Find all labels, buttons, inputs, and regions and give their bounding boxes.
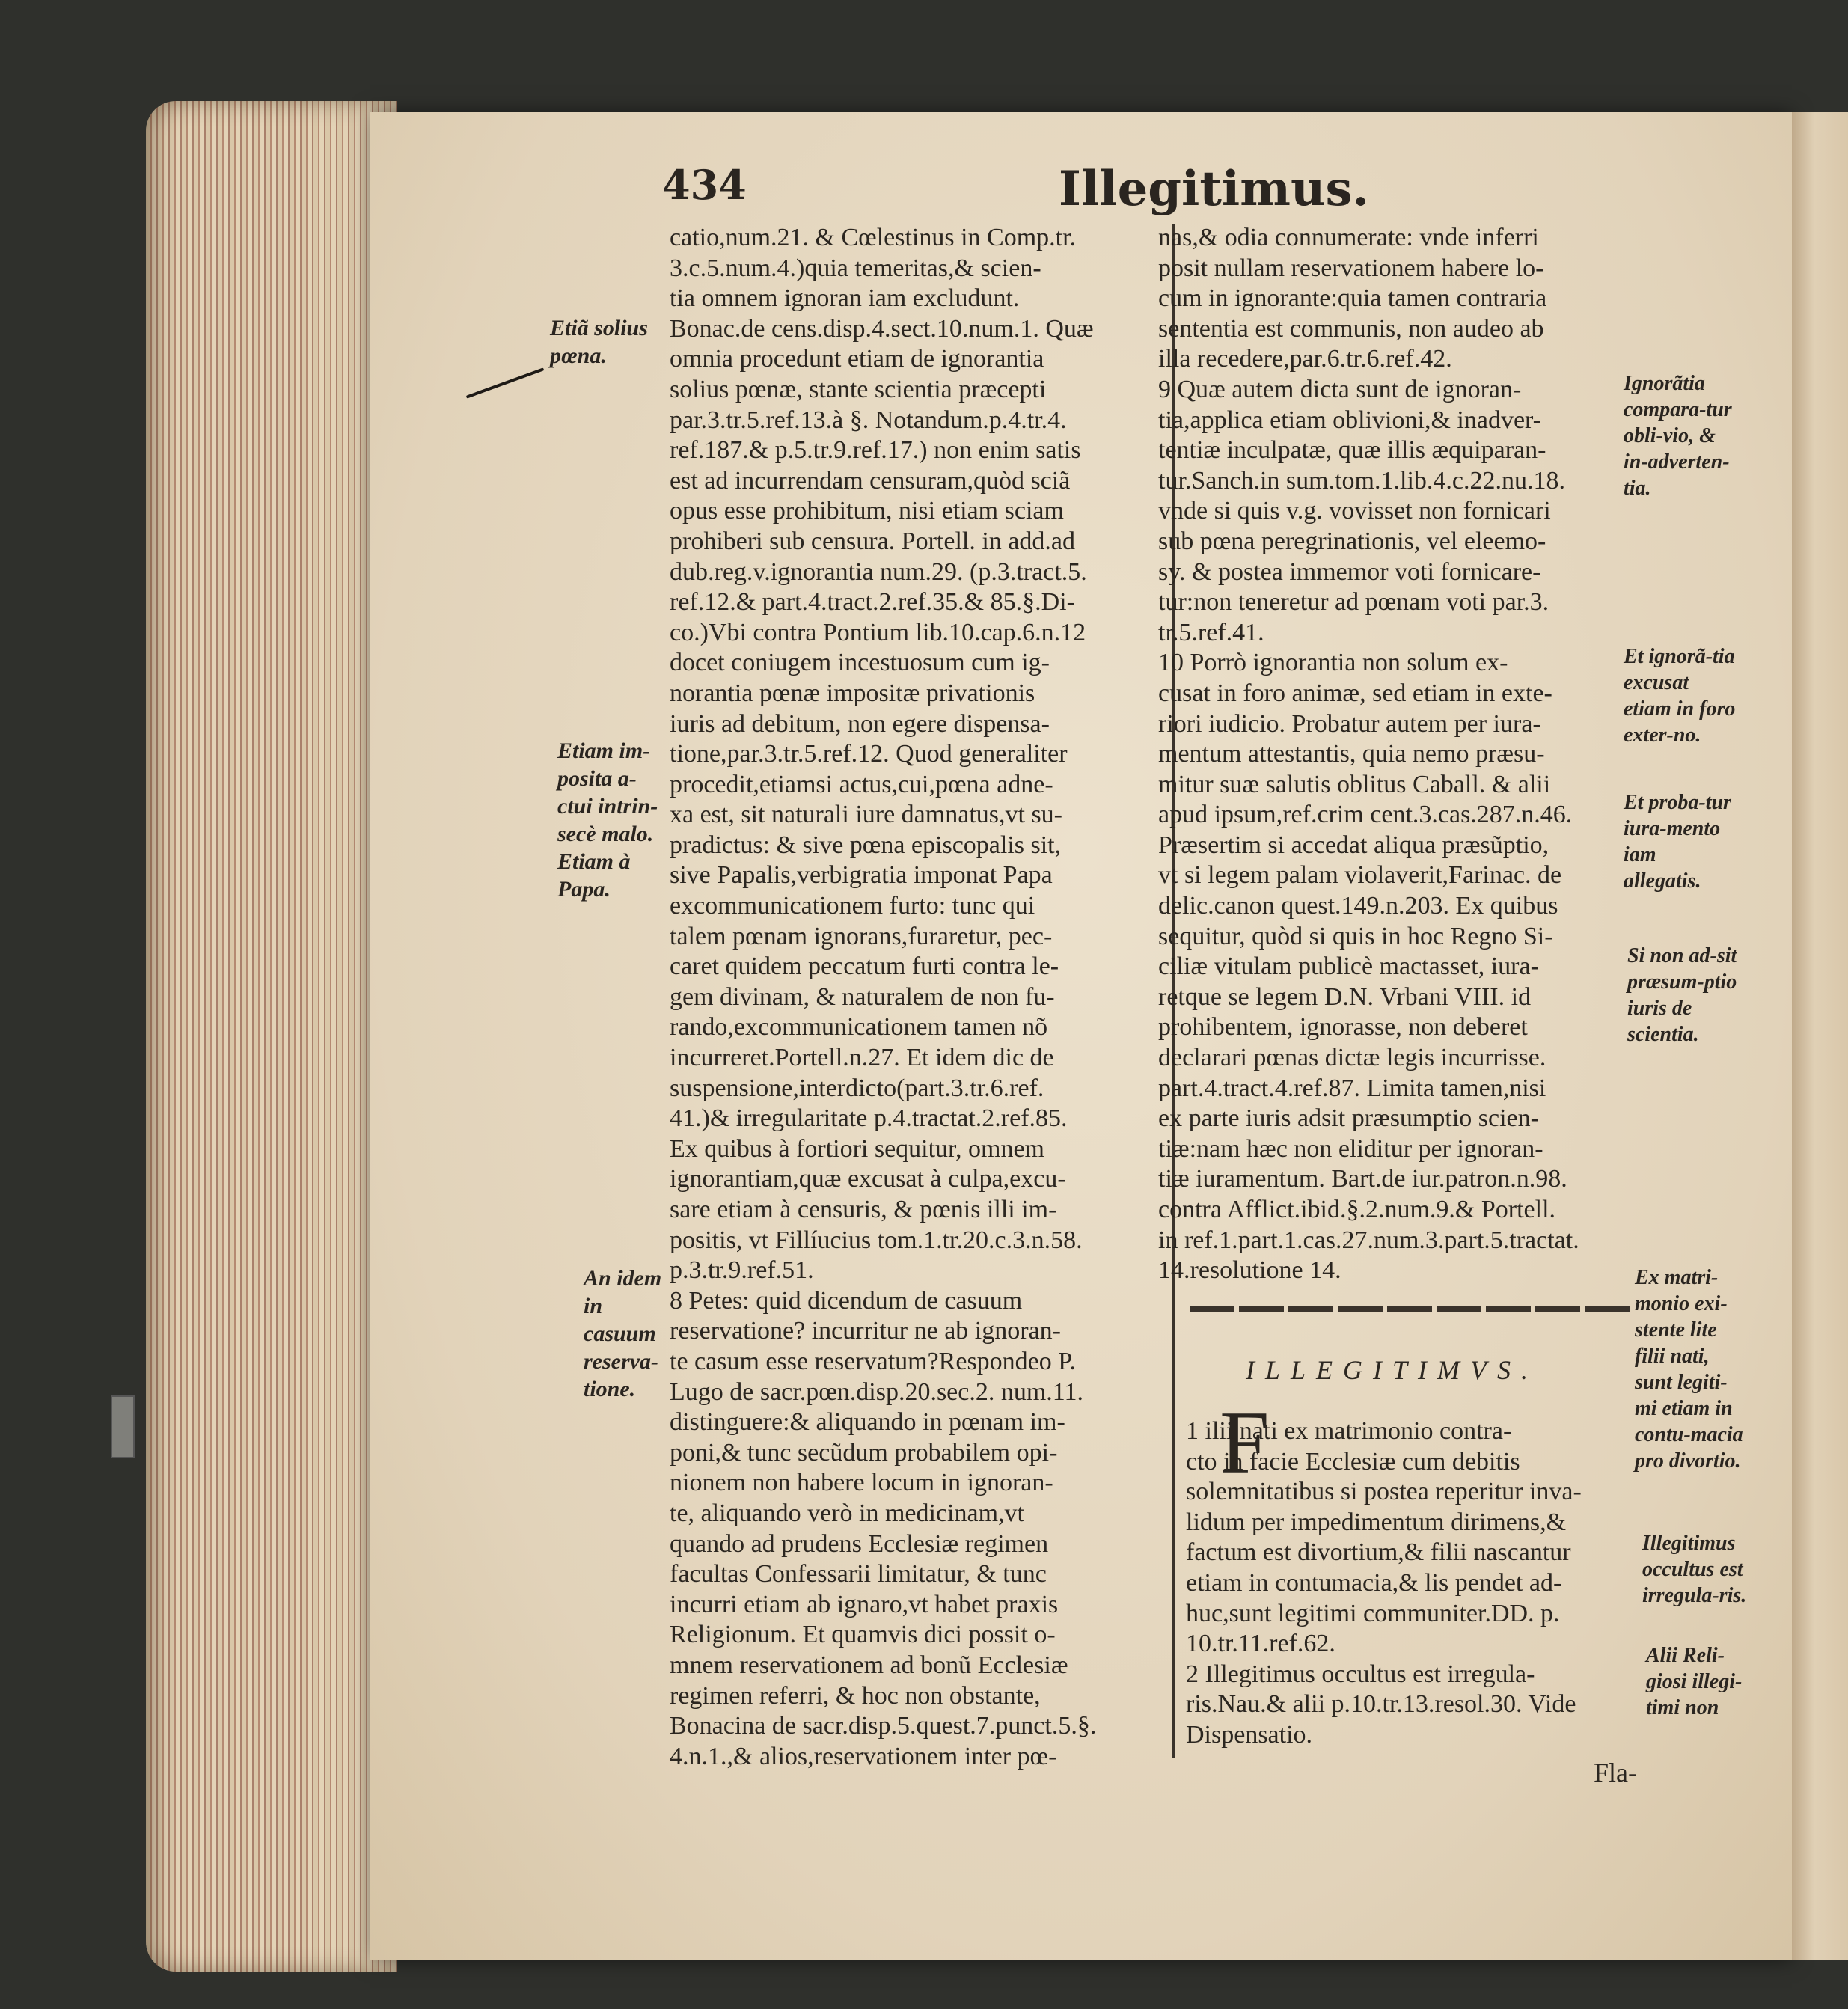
text-line: sequitur, quòd si quis in hoc Regno Si- bbox=[1158, 922, 1553, 950]
section-title: ILLEGITIMVS. bbox=[1246, 1355, 1538, 1385]
text-line: tentiæ inculpatæ, quæ illis æquiparan- bbox=[1158, 436, 1546, 465]
text-line: Ex quibus à fortiori sequitur, omnem bbox=[670, 1134, 1045, 1163]
text-line: rando,excommunicationem tamen nõ bbox=[670, 1013, 1048, 1042]
margin-note-left: An idem in casuum reserva-tione. bbox=[584, 1266, 662, 1401]
text-line: 14.resolutione 14. bbox=[1158, 1256, 1341, 1285]
text-line: catio,num.21. & Cœlestinus in Comp.tr. bbox=[670, 224, 1077, 251]
text-line: tr.5.ref.41. bbox=[1158, 618, 1264, 646]
margin-note-right: Ignorãtia compara-tur obli-vio, & in-adverten-tia. bbox=[1624, 372, 1732, 500]
text-line: tia omnem ignoran iam excludunt. bbox=[670, 284, 1020, 313]
text-line: iuris ad debitum, non egere dispensa- bbox=[670, 709, 1050, 738]
text-line: cusat in foro animæ, sed etiam in exte- bbox=[1158, 679, 1552, 707]
text-line: mnem reservationem ad bonũ Ecclesiæ bbox=[670, 1651, 1068, 1679]
text-line: contra Afflict.ibid.§.2.num.9.& Portell. bbox=[1158, 1196, 1556, 1223]
text-line: retque se legem D.N. Vrbani VIII. id bbox=[1158, 982, 1532, 1011]
text-line: excommunicationem furto: tunc qui bbox=[670, 892, 1035, 920]
text-line: tia,applica etiam oblivioni,& inadver- bbox=[1158, 406, 1541, 434]
text-line: riori iudicio. Probatur autem per iura- bbox=[1158, 709, 1541, 738]
right-column-top bbox=[1158, 223, 1626, 1286]
text-line: illa recedere,par.6.tr.6.ref.42. bbox=[1158, 345, 1452, 373]
text-line: tur:non teneretur ad pœnam voti par.3. bbox=[1158, 588, 1549, 617]
text-line: Præsertim si accedat aliqua præsũptio, bbox=[1158, 831, 1549, 859]
text-line: pradictus: & sive pœna episcopalis sit, bbox=[670, 831, 1062, 859]
text-line: sive Papalis,verbigratia imponat Papa bbox=[670, 861, 1053, 890]
margin-note-right: Illegitimus occultus est irregula-ris. bbox=[1642, 1532, 1747, 1607]
text-line: ref.187.& p.5.tr.9.ref.17.) non enim satis bbox=[670, 436, 1081, 465]
clasp bbox=[111, 1395, 135, 1458]
text-line: sare etiam à censuris, & pœnis illi im- bbox=[670, 1196, 1057, 1223]
text-line: ris.Nau.& alii p.10.tr.13.resol.30. Vide bbox=[1186, 1690, 1576, 1719]
text-line: apud ipsum,ref.crim cent.3.cas.287.n.46. bbox=[1158, 801, 1573, 829]
text-line: declarari pœnas dictæ legis incurrisse. bbox=[1158, 1044, 1546, 1072]
text-line: Lugo de sacr.pœn.disp.20.sec.2. num.11. bbox=[670, 1377, 1084, 1406]
catchword: Fla- bbox=[1594, 1758, 1637, 1788]
drop-cap: F bbox=[1220, 1392, 1270, 1492]
text-line: 1 ilii nati ex matrimonio contra- bbox=[1186, 1417, 1512, 1445]
text-line: ref.12.& part.4.tract.2.ref.35.& 85.§.Di- bbox=[670, 588, 1075, 617]
text-line: p.3.tr.9.ref.51. bbox=[670, 1256, 814, 1285]
text-line: part.4.tract.4.ref.87. Limita tamen,nisi bbox=[1158, 1074, 1546, 1102]
text-line: tiæ:nam hæc non eliditur per ignoran- bbox=[1158, 1134, 1543, 1163]
text-line: tiæ iuramentum. Bart.de iur.patron.n.98. bbox=[1158, 1165, 1567, 1193]
text-line: poni,& tunc secũdum probabilem opi- bbox=[670, 1438, 1058, 1467]
text-line: 2 Illegitimus occultus est irregula- bbox=[1186, 1660, 1535, 1688]
text-line: prohiberi sub censura. Portell. in add.ad bbox=[670, 527, 1075, 555]
text-line: suspensione,interdicto(part.3.tr.6.ref. bbox=[670, 1074, 1044, 1102]
text-line: sub pœna peregrinationis, vel eleemo- bbox=[1158, 527, 1546, 555]
text-line: regimen referri, & hoc non obstante, bbox=[670, 1681, 1041, 1710]
text-line: docet coniugem incestuosum cum ig- bbox=[670, 649, 1050, 677]
text-line: 10 Porrò ignorantia non solum ex- bbox=[1158, 649, 1508, 677]
text-line: 3.c.5.num.4.)quia temeritas,& scien- bbox=[670, 254, 1041, 282]
text-line: procedit,etiamsi actus,cui,pœna adne- bbox=[670, 770, 1053, 798]
text-line: te casum esse reservatum?Respondeo P. bbox=[670, 1347, 1076, 1375]
margin-note-left: Etiam im-posita a-ctui intrin-secè malo. Etiam à Papa. bbox=[557, 739, 658, 902]
text-line: te, aliquando verò in medicinam,vt bbox=[670, 1499, 1024, 1527]
margin-note-right: Si non ad-sit præsum-ptio iuris de scientia. bbox=[1627, 944, 1737, 1046]
text-line: talem pœnam ignorans,furaretur, pec- bbox=[670, 922, 1053, 950]
text-line: Religionum. Et quamvis dici possit o- bbox=[670, 1621, 1056, 1649]
margin-note-right: Alii Reli-giosi illegi-timi non bbox=[1646, 1644, 1743, 1719]
page-number: 434 bbox=[662, 161, 747, 209]
text-line: nionem non habere locum in ignoran- bbox=[670, 1469, 1053, 1497]
text-line: Bonac.de cens.disp.4.sect.10.num.1. Quæ bbox=[670, 314, 1094, 343]
text-line: huc,sunt legitimi communiter.DD. p. bbox=[1186, 1599, 1560, 1627]
text-line: sententia est communis, non audeo ab bbox=[1158, 314, 1544, 343]
right-column-bottom bbox=[1186, 1416, 1627, 1751]
running-head: Illegitimus. bbox=[1059, 161, 1369, 217]
text-line: norantia pœnæ impositæ privationis bbox=[670, 679, 1035, 707]
margin-note-right: Ex matri-monio exi-stente lite filii nati, sunt legiti-mi etiam in contu-macia pro divortio. bbox=[1635, 1266, 1743, 1473]
text-line: etiam in contumacia,& lis pendet ad- bbox=[1186, 1568, 1562, 1597]
text-line: vnde si quis v.g. vovisset non fornicari bbox=[1158, 497, 1551, 525]
text-line: solius pœnæ, stante scientia præcepti bbox=[670, 375, 1047, 403]
margin-note-right: Et ignorã-tia excusat etiam in foro exter-no. bbox=[1624, 645, 1736, 747]
text-line: 41.)& irregularitate p.4.tractat.2.ref.85. bbox=[670, 1104, 1068, 1133]
text-line: posit nullam reservationem habere lo- bbox=[1158, 254, 1544, 282]
margin-note-left: Etiã solius pœna. bbox=[550, 316, 648, 368]
text-line: dub.reg.v.ignorantia num.29. (p.3.tract.5. bbox=[670, 557, 1087, 586]
text-line: est ad incurrendam censuram,quòd sciã bbox=[670, 466, 1071, 495]
text-line: in ref.1.part.1.cas.27.num.3.part.5.tractat. bbox=[1158, 1226, 1579, 1254]
text-line: nas,& odia connumerate: vnde inferri bbox=[1158, 224, 1539, 251]
text-line: omnia procedunt etiam de ignorantia bbox=[670, 345, 1044, 373]
text-line: xa est, sit naturali iure damnatus,vt su- bbox=[670, 801, 1062, 829]
text-line: distinguere:& aliquando in pœnam im- bbox=[670, 1408, 1065, 1437]
text-line: mentum attestantis, quia nemo præsu- bbox=[1158, 740, 1545, 768]
text-line: co.)Vbi contra Pontium lib.10.cap.6.n.12 bbox=[670, 618, 1086, 646]
text-line: caret quidem peccatum furti contra le- bbox=[670, 952, 1059, 981]
text-line: ex parte iuris adsit præsumptio scien- bbox=[1158, 1104, 1539, 1133]
section-rule bbox=[1190, 1306, 1631, 1312]
text-line: quando ad prudens Ecclesiæ regimen bbox=[670, 1529, 1049, 1558]
text-line: factum est divortium,& filii nascantur bbox=[1186, 1538, 1571, 1567]
text-line: 4.n.1.,& alios,reservationem inter pœ- bbox=[670, 1742, 1057, 1770]
text-line: Dispensatio. bbox=[1186, 1720, 1313, 1749]
text-line: cum in ignorante:quia tamen contraria bbox=[1158, 284, 1547, 313]
text-line: 10.tr.11.ref.62. bbox=[1186, 1630, 1335, 1658]
text-line: solemnitatibus si postea reperitur inva- bbox=[1186, 1478, 1582, 1506]
text-line: par.3.tr.5.ref.13.à §. Notandum.p.4.tr.4. bbox=[670, 406, 1067, 434]
text-line: vt si legem palam violaverit,Farinac. de bbox=[1158, 861, 1562, 890]
facing-page-edge bbox=[1792, 112, 1848, 1960]
text-line: lidum per impedimentum dirimens,& bbox=[1186, 1508, 1567, 1536]
text-line: sy. & postea immemor voti fornicare- bbox=[1158, 557, 1541, 586]
text-line: Bonacina de sacr.disp.5.quest.7.punct.5.§. bbox=[670, 1712, 1097, 1740]
text-line: reservatione? incurritur ne ab ignoran- bbox=[670, 1317, 1061, 1345]
text-line: mitur suæ salutis oblitus Caball. & alii bbox=[1158, 770, 1551, 798]
text-line: tur.Sanch.in sum.tom.1.lib.4.c.22.nu.18. bbox=[1158, 466, 1565, 495]
text-line: 8 Petes: quid dicendum de casuum bbox=[670, 1286, 1023, 1315]
text-line: delic.canon quest.149.n.203. Ex quibus bbox=[1158, 892, 1558, 920]
text-line: positis, vt Fillíucius tom.1.tr.20.c.3.n.58. bbox=[670, 1226, 1083, 1254]
text-line: gem divinam, & naturalem de non fu- bbox=[670, 982, 1055, 1011]
text-line: prohibentem, ignorasse, non deberet bbox=[1158, 1013, 1528, 1042]
text-line: incurri etiam ab ignaro,vt habet praxis bbox=[670, 1590, 1059, 1618]
text-line: opus esse prohibitum, nisi etiam sciam bbox=[670, 497, 1064, 525]
page-edges bbox=[146, 101, 397, 1972]
margin-note-right: Et proba-tur iura-mento iam allegatis. bbox=[1624, 791, 1731, 893]
text-line: facultas Confessarii limitatur, & tunc bbox=[670, 1560, 1047, 1588]
text-line: cto in facie Ecclesiæ cum debitis bbox=[1186, 1447, 1520, 1476]
text-line: ignorantiam,quæ excusat à culpa,excu- bbox=[670, 1165, 1066, 1193]
text-line: ciliæ vitulam publicè mactasset, iura- bbox=[1158, 952, 1539, 981]
text-line: incurreret.Portell.n.27. Et idem dic de bbox=[670, 1044, 1054, 1072]
text-line: 9 Quæ autem dicta sunt de ignoran- bbox=[1158, 375, 1522, 403]
left-column bbox=[670, 223, 1163, 1772]
text-line: tione,par.3.tr.5.ref.12. Quod generaliter bbox=[670, 740, 1068, 768]
